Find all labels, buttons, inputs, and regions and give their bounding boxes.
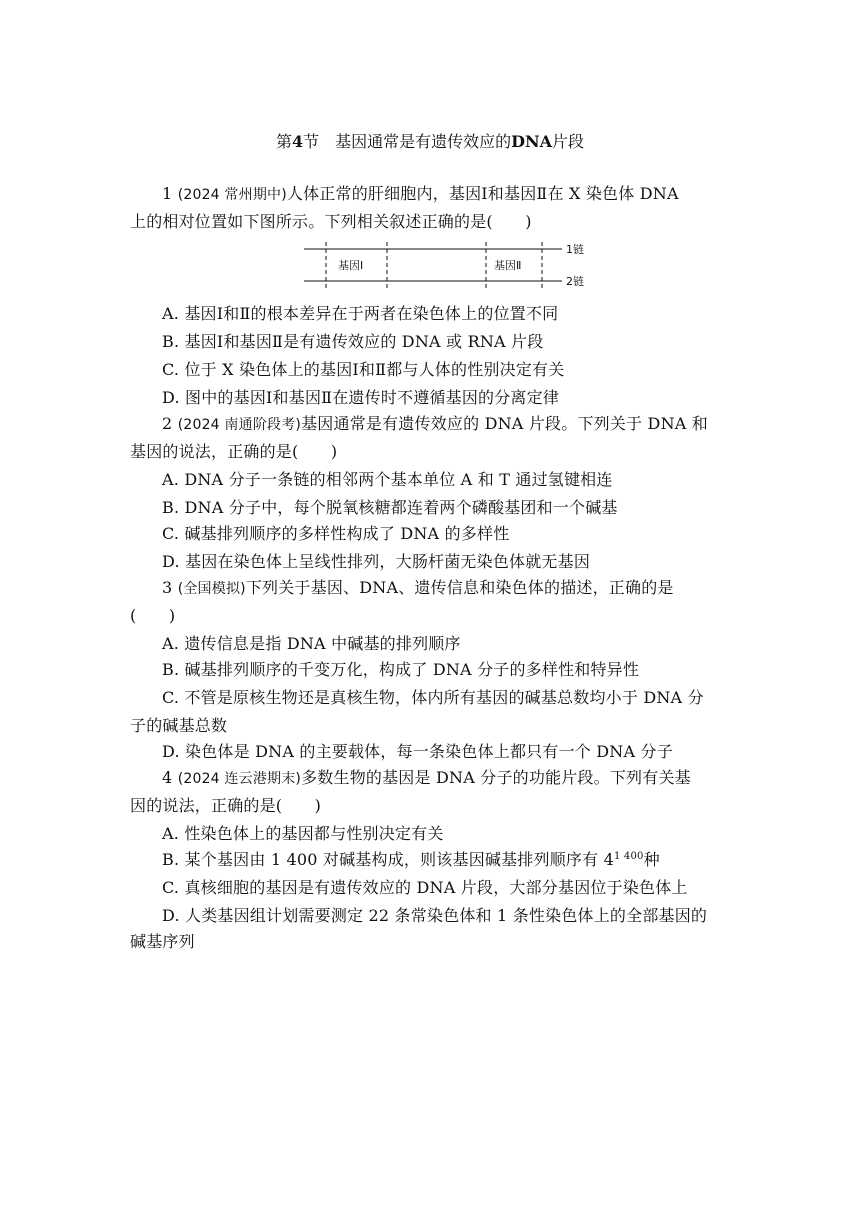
- question-3-option-d: D. 染色体是 DNA 的主要载体，每一条染色体上都只有一个 DNA 分子: [162, 742, 673, 761]
- question-1-option-b: B. 基因Ⅰ和基因Ⅱ是有遗传效应的 DNA 或 RNA 片段: [162, 332, 544, 351]
- question-1-stem-line2: 上的相对位置如下图所示。下列相关叙述正确的是( ): [130, 212, 532, 231]
- question-source: (2024 常州期中): [177, 187, 287, 203]
- question-2-option-c: C. 碱基排列顺序的多样性构成了 DNA 的多样性: [162, 524, 510, 543]
- gene-2-label: 基因Ⅱ: [494, 259, 522, 272]
- question-1-option-c: C. 位于 X 染色体上的基因Ⅰ和Ⅱ都与人体的性别决定有关: [162, 360, 565, 379]
- question-3-option-a: A. 遗传信息是指 DNA 中碱基的排列顺序: [162, 634, 461, 653]
- question-4-stem-line2: 因的说法，正确的是( ): [130, 796, 322, 815]
- gene-position-diagram: [300, 240, 610, 290]
- question-1-option-d: D. 图中的基因Ⅰ和基因Ⅱ在遗传时不遵循基因的分离定律: [162, 388, 560, 407]
- question-4-option-a: A. 性染色体上的基因都与性别决定有关: [162, 824, 444, 843]
- question-1-stem-line1: 1 (2024 常州期中)人体正常的肝细胞内，基因Ⅰ和基因Ⅱ在 X 染色体 DNA: [162, 184, 679, 203]
- question-3-stem-line1: 3 (全国模拟)下列关于基因、DNA、遗传信息和染色体的描述，正确的是: [162, 578, 674, 597]
- question-2-option-b: B. DNA 分子中，每个脱氧核糖都连着两个磷酸基团和一个碱基: [162, 498, 618, 517]
- question-4-option-d: D. 人类基因组计划需要测定 22 条常染色体和 1 条性染色体上的全部基因的: [162, 906, 708, 925]
- question-4-stem-line1: 4 (2024 连云港期末)多数生物的基因是 DNA 分子的功能片段。下列有关基: [162, 768, 691, 787]
- question-3-stem-line2: ( ): [130, 606, 176, 625]
- question-4-option-d-cont: 碱基序列: [130, 932, 195, 951]
- question-source: (全国模拟): [177, 581, 246, 597]
- question-2-stem-line1: 2 (2024 南通阶段考)基因通常是有遗传效应的 DNA 片段。下列关于 DNA 和: [162, 414, 709, 433]
- question-4-option-c: C. 真核细胞的基因是有遗传效应的 DNA 片段，大部分基因位于染色体上: [162, 878, 688, 897]
- exponent: 1 400: [613, 851, 644, 862]
- question-2-option-a: A. DNA 分子一条链的相邻两个基本单位 A 和 T 通过氢键相连: [162, 470, 613, 489]
- question-3-option-c: C. 不管是原核生物还是真核生物，体内所有基因的碱基总数均小于 DNA 分: [162, 688, 704, 707]
- question-4-option-b: B. 某个基因由 1 400 对碱基构成，则该基因碱基排列顺序有 $4^{1 400}$种: [162, 850, 660, 869]
- question-source: (2024 南通阶段考): [177, 417, 302, 433]
- question-1-option-a: A. 基因Ⅰ和Ⅱ的根本差异在于两者在染色体上的位置不同: [162, 304, 559, 323]
- question-3-option-c-cont: 子的碱基总数: [130, 716, 228, 735]
- question-3-option-b: B. 碱基排列顺序的千变万化，构成了 DNA 分子的多样性和特异性: [162, 660, 640, 679]
- gene-1-label: 基因Ⅰ: [338, 259, 364, 272]
- strand-2-label: 2链: [566, 275, 584, 288]
- question-2-option-d: D. 基因在染色体上呈线性排列，大肠杆菌无染色体就无基因: [162, 552, 591, 571]
- section-title: 第4节 基因通常是有遗传效应的DNA片段: [275, 132, 585, 151]
- question-source: (2024 连云港期末): [177, 771, 302, 787]
- question-2-stem-line2: 基因的说法，正确的是( ): [130, 442, 338, 461]
- strand-1-label: 1链: [566, 243, 584, 256]
